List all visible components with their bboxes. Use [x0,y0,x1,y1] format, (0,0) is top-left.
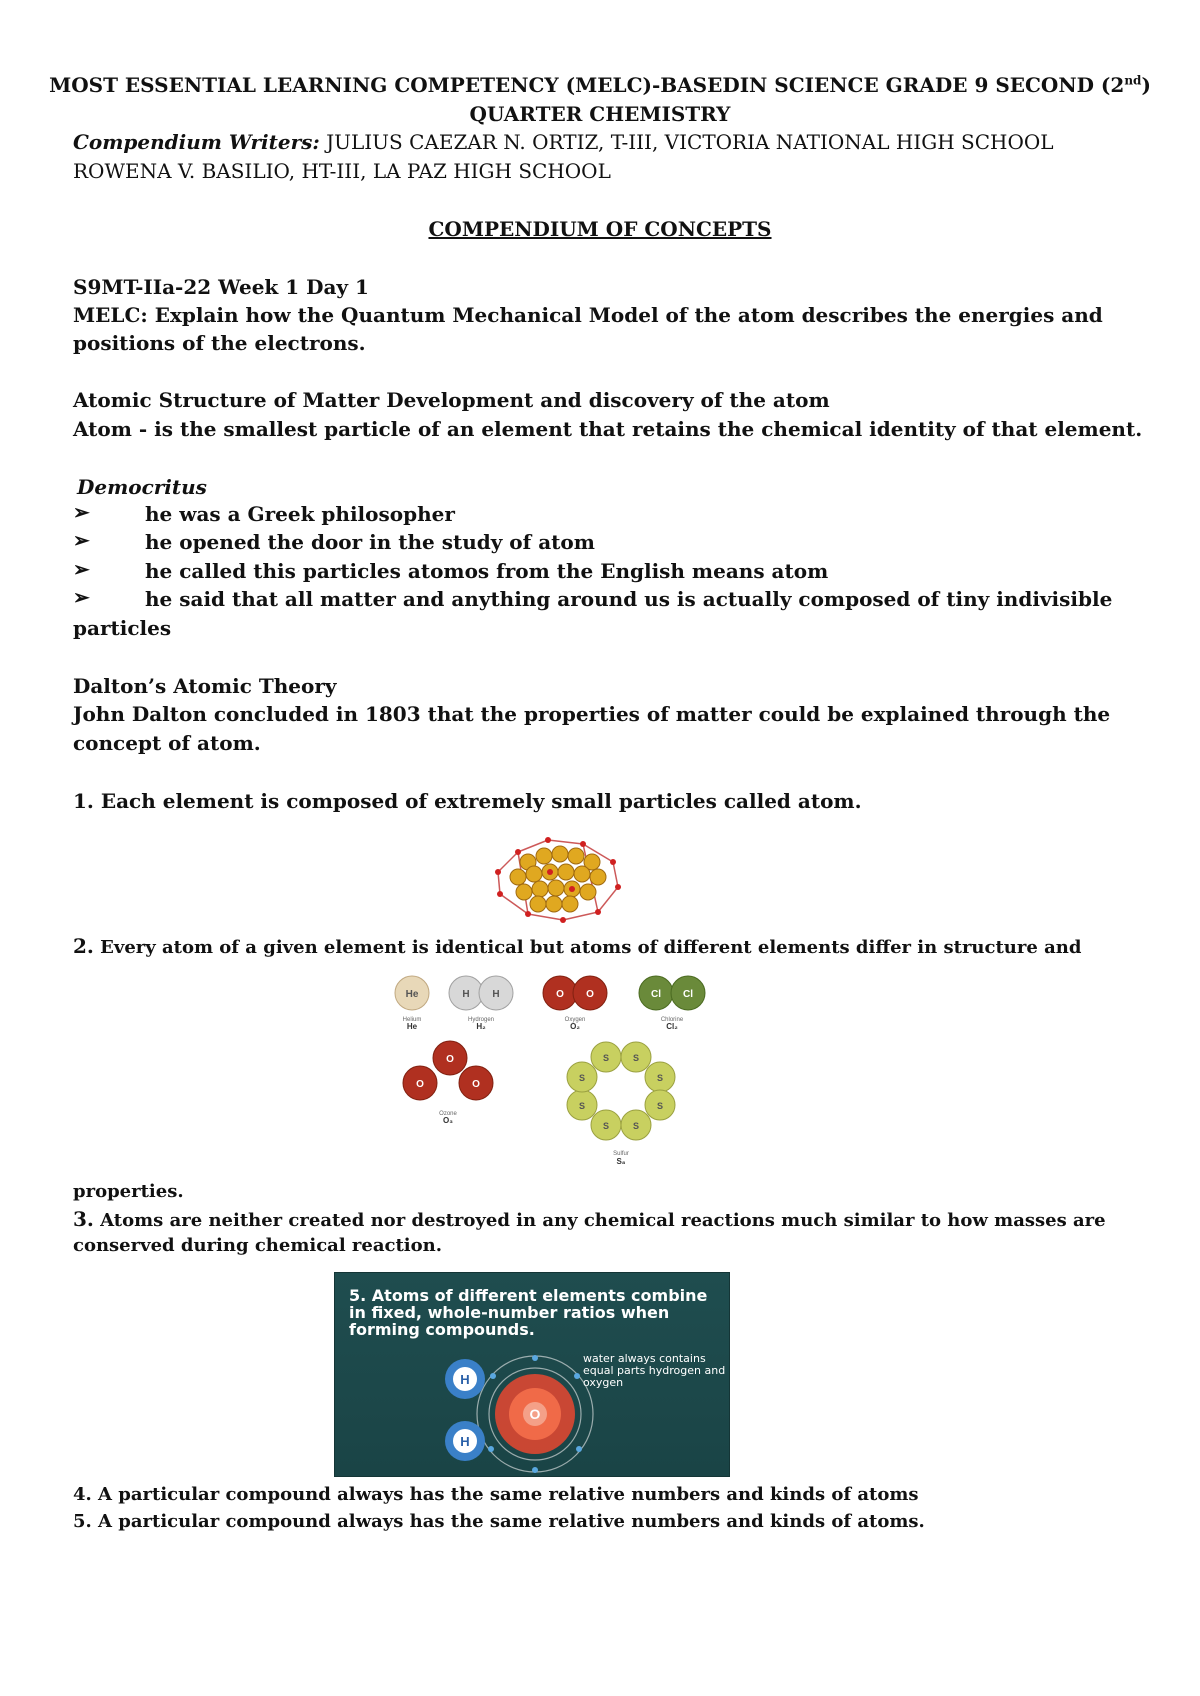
section-title: COMPENDIUM OF CONCEPTS [428,217,772,241]
dalton-point-2: 2. Every atom of a given element is identical but atoms of different elements differ in structure and [73,934,1082,958]
oxygen-symbol: O [586,989,594,1000]
bullet-arrow-icon: ➢ [73,528,90,552]
ozone-symbol: O [446,1054,454,1065]
molecules-figure [390,975,720,1173]
atom-definition: Atom - is the smallest particle of an element that retains the chemical identity of that element. [73,417,1143,441]
dalton-intro-line1: John Dalton concluded in 1803 that the properties of matter could be explained through the [73,702,1111,726]
svg-text:S: S [602,1121,610,1131]
hydrogen-formula: H₂ [476,1022,486,1031]
document-title-line1: MOST ESSENTIAL LEARNING COMPETENCY (MELC)-BASEDIN SCIENCE GRADE 9 SECOND (2nd) [49,73,1151,97]
dalton-point-3-line1: 3. Atoms are neither created nor destroyed in any chemical reactions much similar to how masses are [73,1207,1106,1231]
bullet-arrow-icon: ➢ [73,500,90,524]
melc-code: S9MT-IIa-22 Week 1 Day 1 [73,275,369,299]
svg-text:S: S [602,1053,610,1063]
ozone-symbol: O [472,1079,480,1090]
helium-name: Helium [402,1017,422,1023]
sulfur-formula: S₈ [616,1157,626,1166]
sulfur-name: Sulfur [613,1151,629,1157]
atom-cluster-figure [488,832,626,924]
slide-oxygen-symbol: O [529,1406,541,1422]
ozone-symbol: O [416,1079,424,1090]
hydrogen-symbol: H [462,989,470,1000]
ozone-formula: O₃ [443,1116,453,1125]
svg-text:S: S [656,1073,664,1083]
hydrogen-symbol: H [492,989,500,1000]
writers-line [73,128,1054,156]
oxygen-name: Oxygen [564,1017,586,1023]
dalton-heading: Dalton’s Atomic Theory [73,674,337,698]
democritus-bullet-3: he called this particles atomos from the English means atom [145,559,829,583]
bullet-arrow-icon: ➢ [73,585,90,609]
hydrogen-name: Hydrogen [467,1017,495,1023]
democritus-bullet-1: he was a Greek philosopher [145,502,455,526]
atomic-heading: Atomic Structure of Matter Development and discovery of the atom [73,388,830,412]
melc-line1: MELC: Explain how the Quantum Mechanical Model of the atom describes the energies and [73,303,1103,327]
ozone-name: Ozone [439,1111,457,1117]
dalton-point-3-line2: conserved during chemical reaction. [73,1235,442,1256]
compounds-slide-figure [334,1272,730,1477]
water-molecule-diagram [335,1273,731,1478]
democritus-bullet-4-cont: particles [73,616,172,640]
slide-hydrogen-symbol: H [460,1434,470,1449]
chlorine-symbol: Cl [683,989,693,1000]
democritus-bullet-4: he said that all matter and anything around us is actually composed of tiny indivisible [145,587,1113,611]
svg-text:S: S [632,1053,640,1063]
svg-text:S: S [656,1101,664,1111]
svg-text:S: S [578,1073,586,1083]
writers-label: Compendium Writers: [73,130,320,154]
chlorine-name: Chlorine [660,1017,684,1023]
chlorine-symbol: Cl [651,989,661,1000]
melc-line2: positions of the electrons. [73,331,366,355]
oxygen-symbol: O [556,989,564,1000]
dalton-point-4: 4. A particular compound always has the same relative numbers and kinds of atoms [73,1484,919,1505]
dalton-point-1: 1. Each element is composed of extremely small particles called atom. [73,789,862,813]
dalton-point-5: 5. A particular compound always has the same relative numbers and kinds of atoms. [73,1511,925,1532]
writer-2: ROWENA V. BASILIO, HT-III, LA PAZ HIGH SCHOOL [73,159,611,183]
slide-title: 5. Atoms of different elements combine in fixed, whole-number ratios when forming compounds. [349,1286,708,1339]
democritus-bullet-2: he opened the door in the study of atom [145,530,595,554]
writer-1: JULIUS CAEZAR N. ORTIZ, T-III, VICTORIA NATIONAL HIGH SCHOOL [319,130,1054,154]
helium-formula: He [406,1022,418,1031]
slide-hydrogen-symbol: H [460,1372,470,1387]
slide-note: water always contains equal parts hydrogen and oxygen [583,1352,726,1389]
dalton-point-2-cont: properties. [73,1181,184,1202]
svg-text:S: S [632,1121,640,1131]
bullet-arrow-icon: ➢ [73,557,90,581]
oxygen-formula: O₂ [570,1022,580,1031]
chlorine-formula: Cl₂ [666,1022,678,1031]
helium-symbol: He [405,989,419,1000]
svg-text:S: S [578,1101,586,1111]
dalton-intro-line2: concept of atom. [73,731,261,755]
democritus-heading: Democritus [77,475,207,499]
document-title-line2: QUARTER CHEMISTRY [469,102,731,126]
